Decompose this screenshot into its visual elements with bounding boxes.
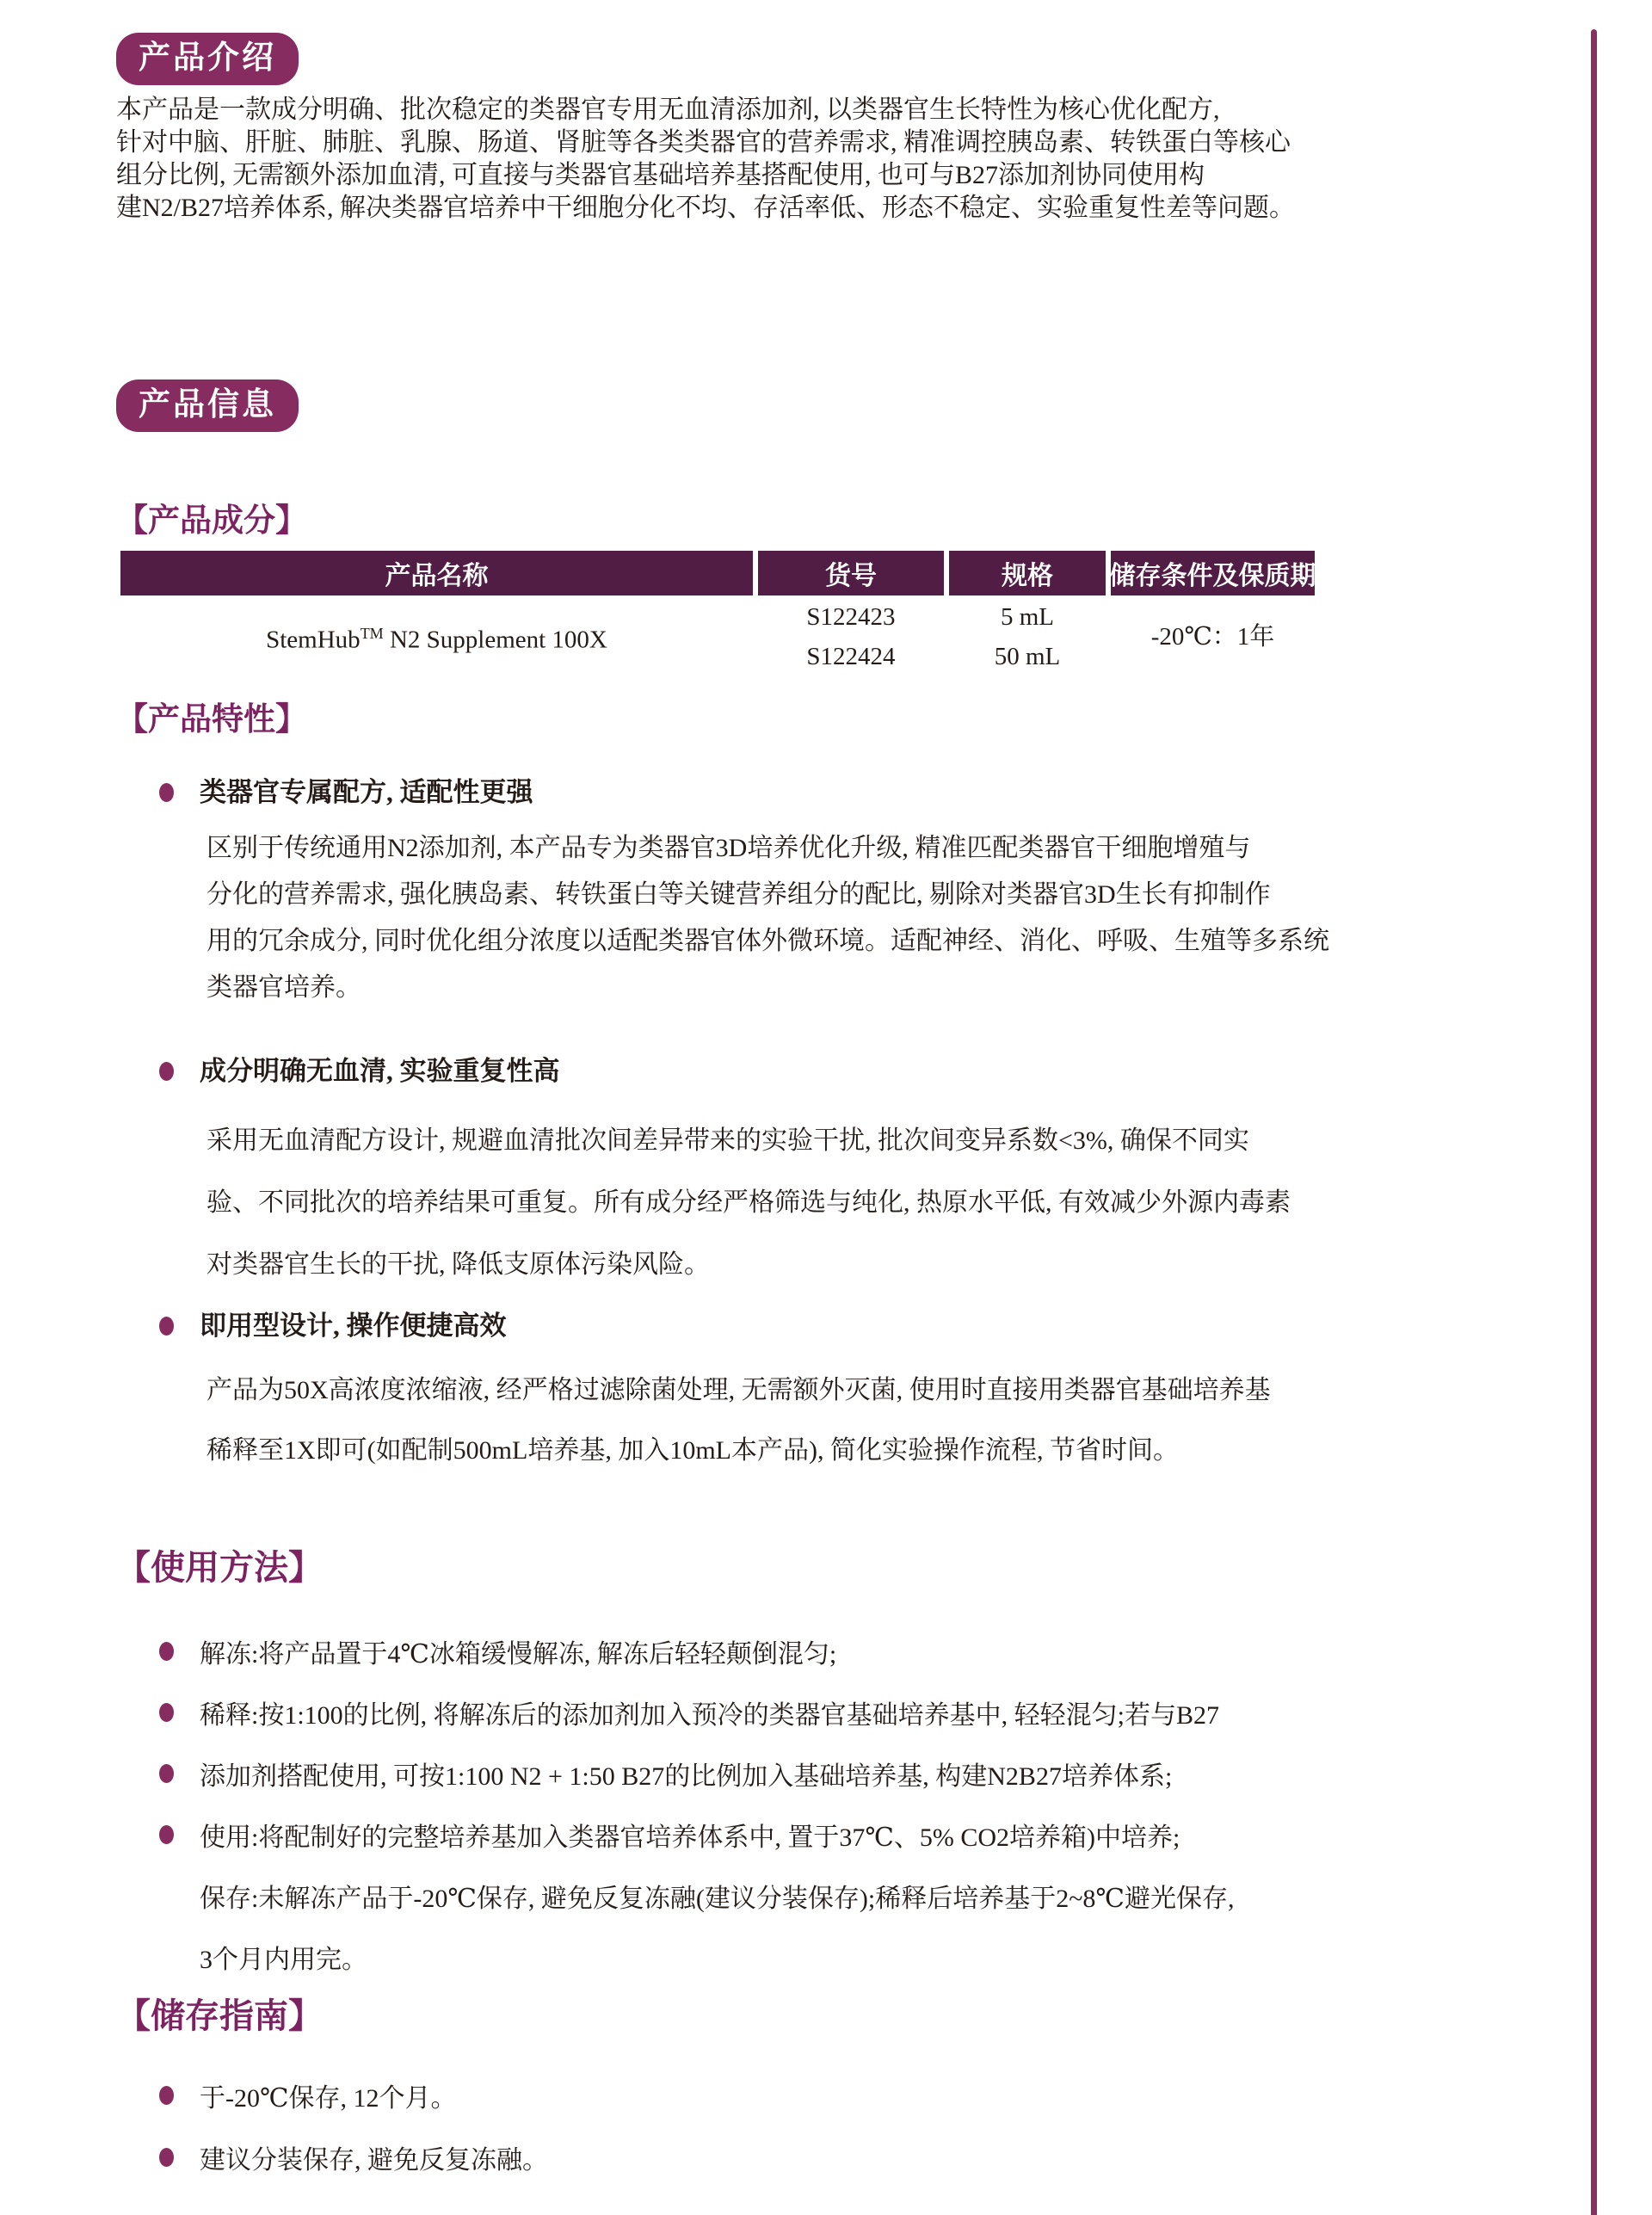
feature-body-line: 类器官培养。 — [206, 973, 361, 1002]
bullet-dot-icon — [159, 1642, 174, 1661]
intro-badge: 产品介绍 — [116, 33, 299, 85]
feature-title: 类器官专属配方, 适配性更强 — [200, 777, 533, 807]
bullet-dot-icon — [159, 1703, 174, 1722]
feature-body-line: 对类器官生长的干扰, 降低支原体污染风险。 — [206, 1250, 710, 1279]
intro-paragraph — [116, 94, 1652, 225]
storage-text: 建议分装保存, 避免反复冻融。 — [200, 2146, 548, 2175]
feature-title: 即用型设计, 操作便捷高效 — [200, 1311, 507, 1341]
storage-section — [116, 1994, 1652, 2188]
info-badge: 产品信息 — [116, 379, 299, 432]
usage-item — [159, 1804, 1652, 1865]
usage-section — [116, 1546, 1652, 1987]
catalog-number: S122424 — [806, 643, 896, 670]
trademark-sup: TM — [360, 625, 384, 643]
usage-item — [159, 1620, 1652, 1681]
storage-condition: -20℃：1年 — [1150, 623, 1275, 651]
usage-text: 解冻:将产品置于4℃冰箱缓慢解冻, 解冻后轻轻颠倒混匀; — [200, 1639, 837, 1669]
bullet-dot-icon — [159, 1317, 174, 1336]
feature-body-line: 采用无血清配方设计, 规避血清批次间差异带来的实验干扰, 批次间变异系数<3%, 确保不同实 — [206, 1126, 1249, 1155]
usage-item — [159, 1743, 1652, 1804]
storage-text: 于-20℃保存, 12个月。 — [200, 2084, 457, 2113]
usage-item — [159, 1681, 1652, 1743]
usage-item-continuation — [159, 1926, 1652, 1987]
feature-body-line: 产品为50X高浓度浓缩液, 经严格过滤除菌处理, 无需额外灭菌, 使用时直接用类器官基础培养基 — [206, 1376, 1271, 1404]
usage-heading: 【使用方法】 — [116, 1548, 323, 1587]
cell-catalog-numbers — [758, 595, 944, 678]
column-header-product-name: 产品名称 — [120, 551, 753, 595]
info-section — [116, 225, 1652, 1481]
usage-text: 使用:将配制好的完整培养基加入类器官培养体系中, 置于37℃、5% CO2培养箱)中培养; — [200, 1823, 1180, 1852]
usage-text: 添加剂搭配使用, 可按1:100 N2 + 1:50 B27的比例加入基础培养基, 构建N2B27培养体系; — [200, 1762, 1173, 1791]
column-header-catalog-number: 货号 — [758, 551, 944, 595]
feature-body-line: 稀释至1X即可(如配制500mL培养基, 加入10mL本产品), 简化实验操作流程, 节省时间。 — [206, 1436, 1179, 1465]
features-heading: 【产品特性】 — [116, 702, 307, 737]
product-table — [120, 551, 1316, 678]
usage-item-continuation — [159, 1865, 1652, 1926]
cell-product-name — [120, 595, 753, 678]
intro-section — [116, 0, 1652, 225]
bullet-dot-icon — [159, 2086, 174, 2105]
storage-item — [159, 2126, 1652, 2188]
feature-body-line: 分化的营养需求, 强化胰岛素、转铁蛋白等关键营养组分的配比, 剔除对类器官3D生长有抑制作 — [206, 880, 1271, 909]
bullet-dot-icon — [159, 783, 174, 802]
feature-item — [116, 1054, 1652, 1296]
feature-title: 成分明确无血清, 实验重复性高 — [200, 1056, 560, 1086]
feature-body — [206, 1110, 1652, 1296]
product-table-header-row — [120, 551, 1316, 595]
feature-body-line: 验、不同批次的培养结果可重复。所有成分经严格筛选与纯化, 热原水平低, 有效减少外源内毒素 — [206, 1188, 1291, 1217]
intro-line: 建N2/B27培养体系, 解决类器官培养中干细胞分化不均、存活率低、形态不稳定、实验重复性差等问题。 — [116, 194, 1296, 222]
spec-value: 50 mL — [994, 643, 1061, 670]
storage-item — [159, 2064, 1652, 2126]
intro-line: 针对中脑、肝脏、肺脏、乳腺、肠道、肾脏等各类类器官的营养需求, 精准调控胰岛素、转铁蛋白等核心 — [116, 128, 1291, 157]
feature-item — [116, 1309, 1652, 1481]
product-table-data-row — [120, 595, 1316, 678]
feature-title-row — [159, 775, 1652, 810]
column-header-storage: 储存条件及保质期 — [1111, 551, 1315, 595]
usage-list — [116, 1620, 1652, 1987]
bullet-dot-icon — [159, 1825, 174, 1844]
feature-body — [206, 825, 1652, 1011]
usage-text: 3个月内用完。 — [200, 1945, 367, 1974]
spec-value: 5 mL — [1000, 603, 1055, 631]
cell-specs — [949, 595, 1106, 678]
column-header-spec: 规格 — [949, 551, 1106, 595]
composition-heading: 【产品成分】 — [116, 503, 307, 539]
feature-title-row — [159, 1309, 1652, 1343]
storage-heading: 【储存指南】 — [116, 1996, 323, 2035]
feature-item — [116, 775, 1652, 1011]
product-name: StemHub™ N2 Supplement 100X — [266, 625, 607, 654]
usage-text: 保存:未解冻产品于-20℃保存, 避免反复冻融(建议分装保存);稀释后培养基于2~8℃避光保存, — [200, 1884, 1235, 1913]
feature-body — [206, 1360, 1652, 1481]
bullet-dot-icon — [159, 1062, 174, 1081]
cell-storage-condition — [1111, 595, 1315, 678]
intro-line: 组分比例, 无需额外添加血清, 可直接与类器官基础培养基搭配使用, 也可与B27添加剂协同使用构 — [116, 161, 1205, 189]
feature-body-line: 区别于传统通用N2添加剂, 本产品专为类器官3D培养优化升级, 精准匹配类器官干细胞增殖与 — [206, 834, 1251, 862]
feature-title-row — [159, 1054, 1652, 1089]
storage-list — [116, 2064, 1652, 2188]
bullet-dot-icon — [159, 2148, 174, 2167]
feature-body-line: 用的冗余成分, 同时优化组分浓度以适配类器官体外微环境。适配神经、消化、呼吸、生殖等多系统 — [206, 927, 1329, 955]
intro-line: 本产品是一款成分明确、批次稳定的类器官专用无血清添加剂, 以类器官生长特性为核心优化配方, — [116, 96, 1220, 124]
bullet-dot-icon — [159, 1764, 174, 1783]
usage-text: 稀释:按1:100的比例, 将解冻后的添加剂加入预冷的类器官基础培养基中, 轻轻混匀;若与B27 — [200, 1700, 1220, 1730]
page-frame-rule — [1591, 29, 1597, 2215]
catalog-number: S122423 — [806, 603, 896, 631]
